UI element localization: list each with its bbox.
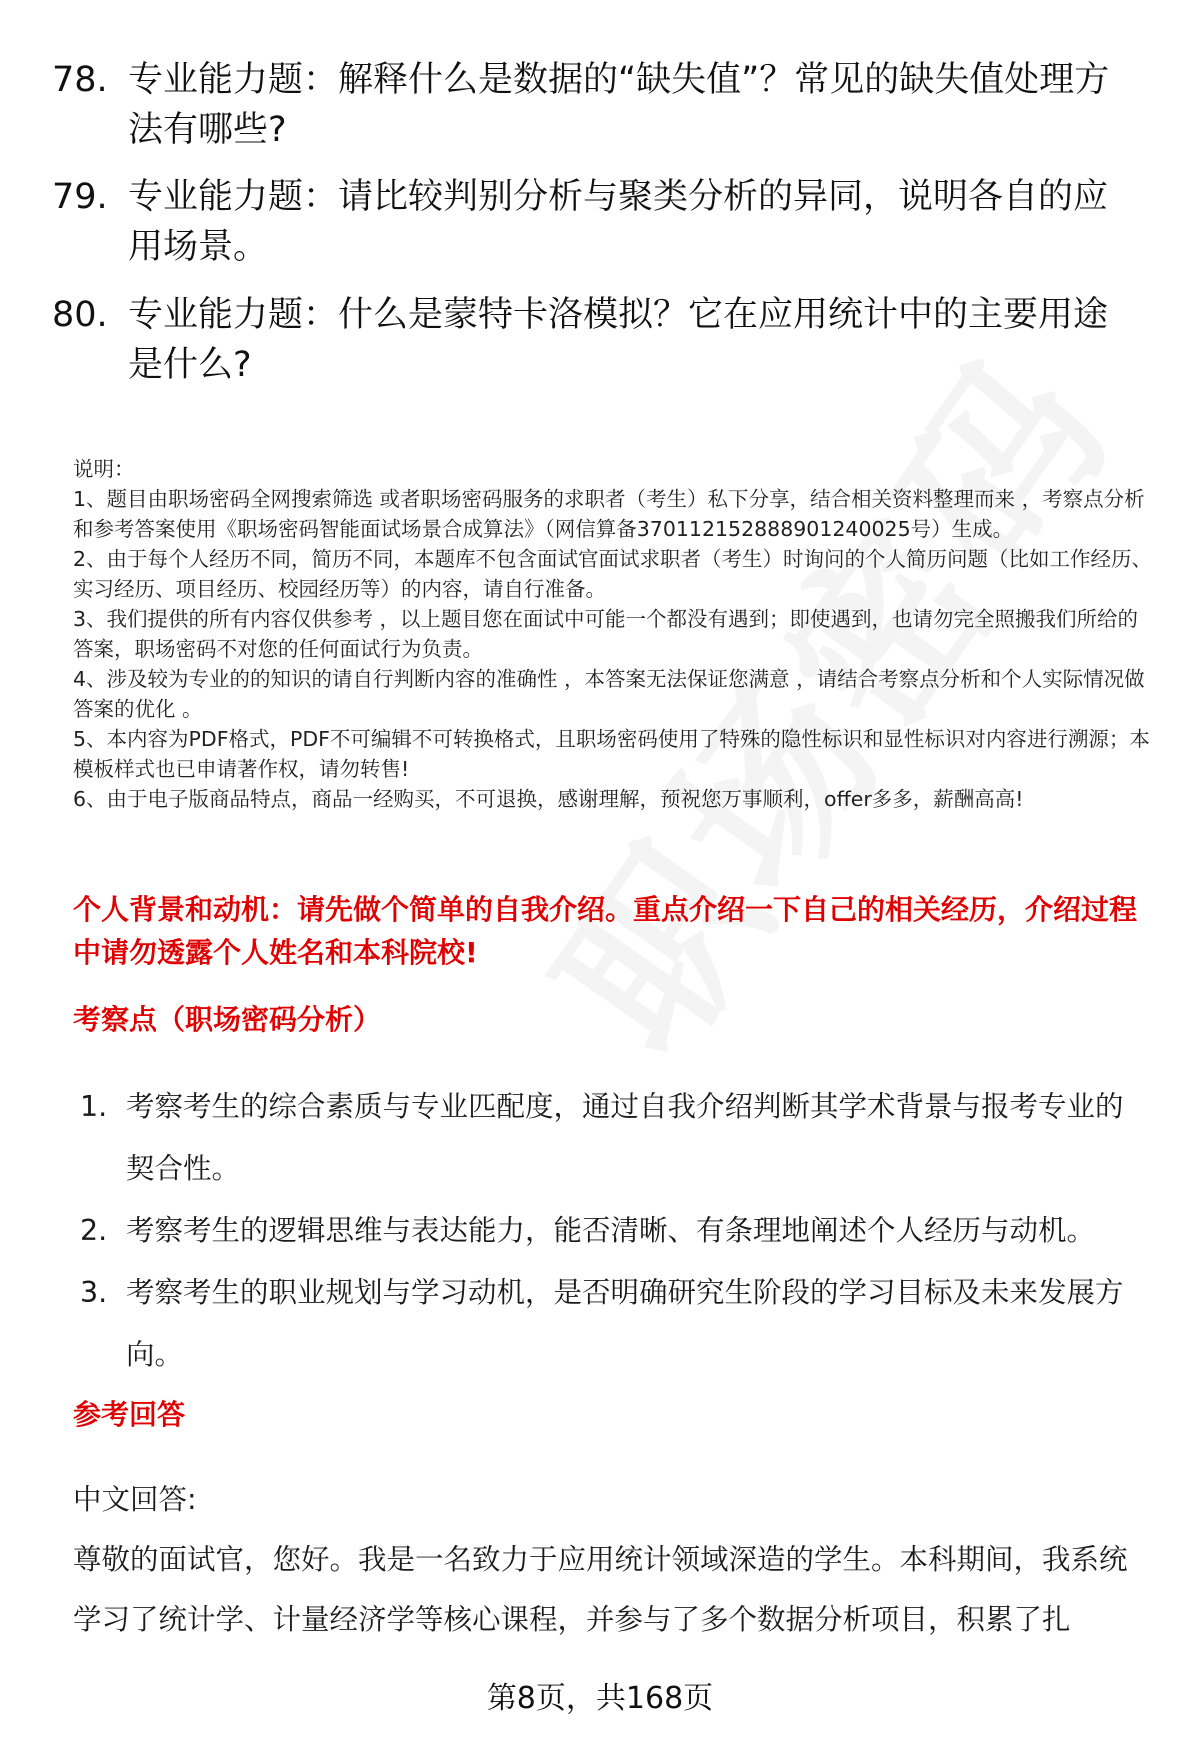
question-79 <box>52 172 1142 272</box>
question-78 <box>52 55 1142 155</box>
point-text: 考察考生的综合素质与专业匹配度，通过自我介绍判断其学术背景与报考专业的契合性。 <box>126 1090 1124 1185</box>
answer-heading: 参考回答 <box>73 1398 186 1431</box>
question-number: 79. <box>52 177 108 217</box>
analysis-point <box>80 1076 1150 1200</box>
page-footer: 第8页，共168页 <box>486 1681 714 1716</box>
answer-label: 中文回答: <box>73 1483 197 1516</box>
point-text: 考察考生的职业规划与学习动机，是否明确研究生阶段的学习目标及未来发展方向。 <box>126 1276 1124 1371</box>
note-item-4: 4、涉及较为专业的的知识的请自行判断内容的准确性 ，本答案无法保证您满意 ，请结合考察点分析和个人实际情况做答案的优化 。 <box>73 667 1145 721</box>
note-item-3: 3、我们提供的所有内容仅供参考 ，以上题目您在面试中可能一个都没有遇到；即使遇到，也请勿完全照搬我们所给的答案，职场密码不对您的任何面试行为负责。 <box>73 607 1139 661</box>
question-text: 专业能力题：解释什么是数据的“缺失值”？常见的缺失值处理方法有哪些? <box>128 60 1110 150</box>
note-item-1: 1、题目由职场密码全网搜索筛选 或者职场密码服务的求职者（考生）私下分享，结合相关资料整理而来 ，考察点分析和参考答案使用《职场密码智能面试场景合成算法》（网信算备370112152888901240025号）生成。 <box>73 487 1145 541</box>
intro-question: 个人背景和动机：请先做个简单的自我介绍。重点介绍一下自己的相关经历，介绍过程中请勿透露个人姓名和本科院校! <box>73 893 1138 969</box>
point-text: 考察考生的逻辑思维与表达能力，能否清晰、有条理地阐述个人经历与动机。 <box>126 1214 1096 1247</box>
answer-text: 尊敬的面试官，您好。我是一名致力于应用统计领域深造的学生。本科期间，我系统学习了统计学、计量经济学等核心课程，并参与了多个数据分析项目，积累了扎 <box>73 1543 1128 1636</box>
note-item-6: 6、由于电子版商品特点，商品一经购买，不可退换，感谢理解，预祝您万事顺利，offer多多，薪酬高高! <box>73 787 1024 811</box>
notes-section <box>73 454 1153 814</box>
question-text: 专业能力题：什么是蒙特卡洛模拟？它在应用统计中的主要用途是什么? <box>128 295 1109 385</box>
question-number: 78. <box>52 60 108 100</box>
analysis-point <box>80 1262 1150 1386</box>
notes-title: 说明： <box>73 457 135 481</box>
point-number: 1. <box>80 1090 108 1123</box>
point-number: 2. <box>80 1214 108 1247</box>
analysis-points <box>80 1076 1150 1386</box>
note-item-2: 2、由于每个人经历不同，简历不同，本题库不包含面试官面试求职者（考生）时询问的个人简历问题（比如工作经历、实习经历、项目经历、校园经历等）的内容，请自行准备。 <box>73 547 1153 601</box>
question-number: 80. <box>52 295 108 335</box>
analysis-point <box>80 1200 1150 1262</box>
analysis-heading: 考察点（职场密码分析） <box>73 1003 382 1036</box>
question-text: 专业能力题：请比较判别分析与聚类分析的异同，说明各自的应用场景。 <box>128 177 1109 267</box>
question-80 <box>52 290 1142 390</box>
note-item-5: 5、本内容为PDF格式，PDF不可编辑不可转换格式，且职场密码使用了特殊的隐性标识和显性标识对内容进行溯源；本模板样式也已申请著作权，请勿转售! <box>73 727 1150 781</box>
point-number: 3. <box>80 1276 108 1309</box>
